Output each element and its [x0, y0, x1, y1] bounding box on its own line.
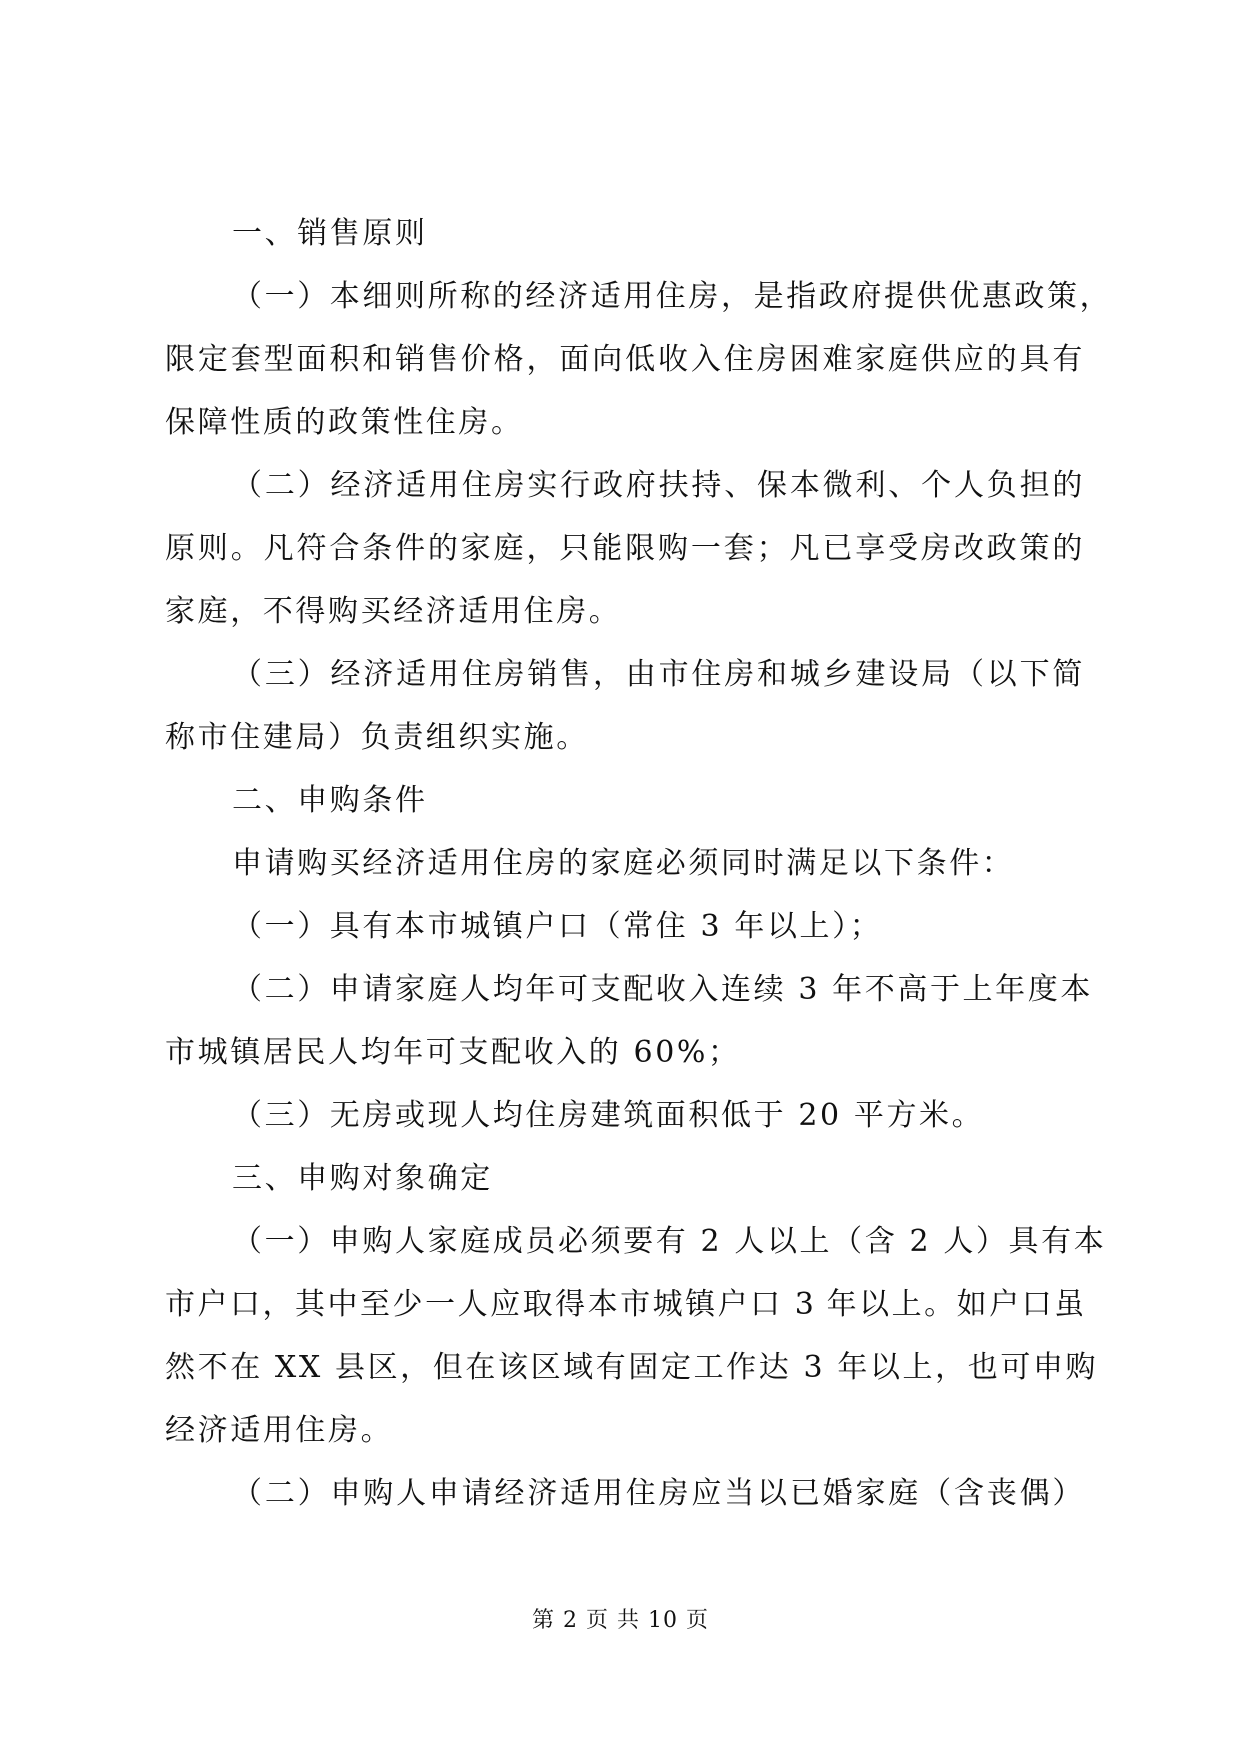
paragraph-line: 经济适用住房。 — [165, 1413, 394, 1448]
paragraph-line: 原则。凡符合条件的家庭，只能限购一套；凡已享受房改政策的 — [165, 531, 1085, 566]
paragraph-line: 然不在 XX 县区，但在该区域有固定工作达 3 年以上，也可申购 — [165, 1350, 1099, 1385]
paragraph-line: （一）本细则所称的经济适用住房，是指政府提供优惠政策， — [232, 279, 1113, 314]
paragraph-line: （三）经济适用住房销售，由市住房和城乡建设局（以下简 — [232, 657, 1085, 692]
paragraph-line: 申请购买经济适用住房的家庭必须同时满足以下条件： — [232, 846, 1015, 881]
heading-applicant-determination: 三、申购对象确定 — [232, 1161, 493, 1196]
paragraph-line: （二）经济适用住房实行政府扶持、保本微利、个人负担的 — [232, 468, 1085, 503]
paragraph-line: 市户口，其中至少一人应取得本市城镇户口 3 年以上。如户口虽 — [165, 1287, 1085, 1322]
paragraph-line: 称市住建局）负责组织实施。 — [165, 720, 589, 755]
paragraph-line: 保障性质的政策性住房。 — [165, 405, 524, 440]
paragraph-line: （一）申购人家庭成员必须要有 2 人以上（含 2 人）具有本 — [232, 1224, 1107, 1259]
paragraph-line: （一）具有本市城镇户口（常住 3 年以上）； — [232, 909, 883, 944]
paragraph-line: （三）无房或现人均住房建筑面积低于 20 平方米。 — [232, 1098, 985, 1133]
paragraph-line: （二）申购人申请经济适用住房应当以已婚家庭（含丧偶） — [232, 1476, 1085, 1511]
page-number-footer: 第 2 页 共 10 页 — [532, 1608, 709, 1633]
paragraph-line: 家庭，不得购买经济适用住房。 — [165, 594, 622, 629]
heading-purchase-conditions: 二、申购条件 — [232, 783, 428, 818]
paragraph-line: 限定套型面积和销售价格，面向低收入住房困难家庭供应的具有 — [165, 342, 1085, 377]
paragraph-line: （二）申请家庭人均年可支配收入连续 3 年不高于上年度本 — [232, 972, 1093, 1007]
heading-sales-principles: 一、销售原则 — [232, 216, 428, 251]
paragraph-line: 市城镇居民人均年可支配收入的 60%； — [165, 1035, 741, 1070]
